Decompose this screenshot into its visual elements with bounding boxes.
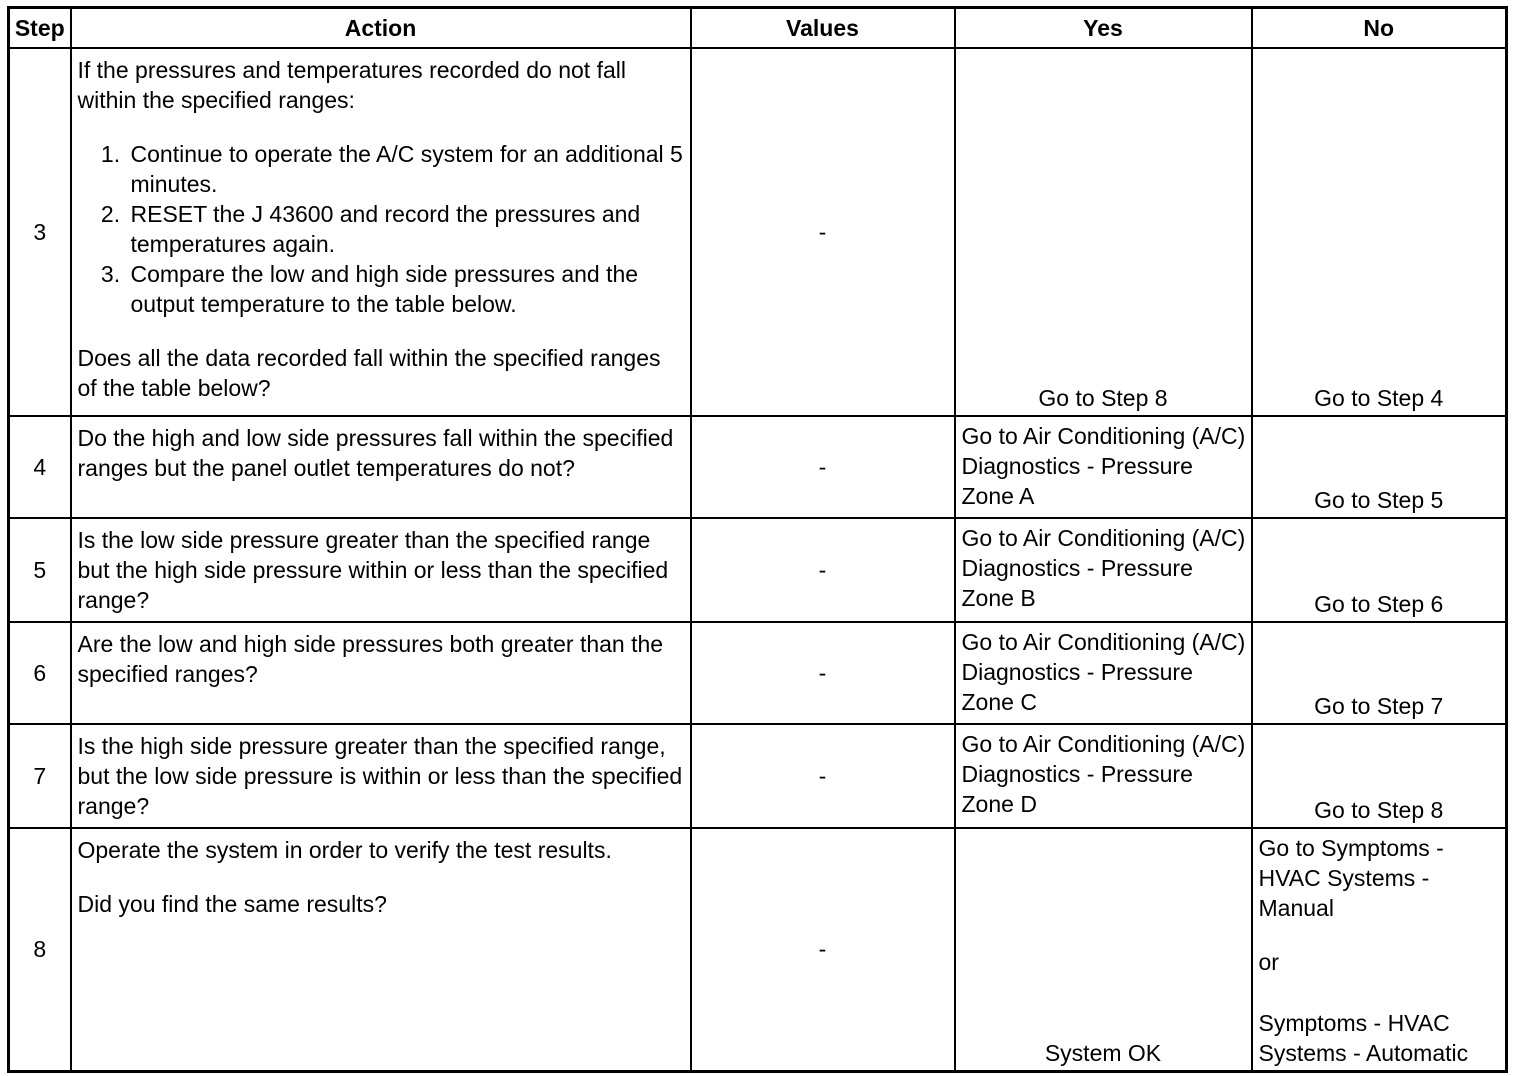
yes-link[interactable]: Go to Air Conditioning (A/C) Diagnostics - Pressure Zone B xyxy=(961,525,1246,611)
action-cell: Are the low and high side pressures both greater than the specified ranges? xyxy=(71,622,691,724)
no-link[interactable]: Go to Step 4 xyxy=(1314,385,1444,411)
yes-cell xyxy=(955,724,1252,828)
action-cell: Do the high and low side pressures fall within the specified ranges but the panel outlet temperatures do not? xyxy=(71,416,691,518)
action-question: Does all the data recorded fall within the specified ranges of the table below? xyxy=(77,345,661,401)
step-number: 8 xyxy=(9,828,71,1071)
yes-link[interactable]: Go to Air Conditioning (A/C) Diagnostics - Pressure Zone A xyxy=(961,423,1246,509)
table-row-step-3 xyxy=(9,48,1507,416)
header-row xyxy=(9,8,1507,49)
values-cell: - xyxy=(691,622,955,724)
no-link[interactable]: Go to Symptoms - HVAC Systems - Manual xyxy=(1258,835,1444,921)
action-cell xyxy=(71,828,691,1071)
yes-cell xyxy=(955,416,1252,518)
values-cell: - xyxy=(691,724,955,828)
yes-cell xyxy=(955,622,1252,724)
step-number: 5 xyxy=(9,518,71,622)
action-cell: Is the high side pressure greater than the specified range, but the low side pressure is within or less than the specified range? xyxy=(71,724,691,828)
no-cell xyxy=(1252,828,1507,1071)
header-step: Step xyxy=(9,8,71,49)
yes-link[interactable]: System OK xyxy=(1044,1039,1162,1066)
yes-link[interactable]: Go to Air Conditioning (A/C) Diagnostics - Pressure Zone C xyxy=(961,629,1246,715)
no-cell xyxy=(1252,724,1507,828)
yes-cell xyxy=(955,518,1252,622)
yes-cell xyxy=(955,48,1252,416)
table-row-step-4 xyxy=(9,416,1507,518)
action-intro: If the pressures and temperatures recorded do not fall within the specified ranges: xyxy=(77,57,626,113)
values-cell: - xyxy=(691,828,955,1071)
values-cell: - xyxy=(691,518,955,622)
action-cell xyxy=(71,48,691,416)
diagnostic-table xyxy=(7,6,1508,1073)
yes-cell xyxy=(955,828,1252,1071)
no-link[interactable]: Go to Step 5 xyxy=(1314,487,1444,513)
action-question: Did you find the same results? xyxy=(77,891,387,917)
header-yes: Yes xyxy=(955,8,1252,49)
table-row-step-6 xyxy=(9,622,1507,724)
yes-link[interactable]: Go to Step 8 xyxy=(1038,385,1168,411)
action-step-item: 3. Compare the low and high side pressures and the output temperature to the table below. xyxy=(127,259,686,319)
no-link-alt[interactable]: Symptoms - HVAC Systems - Automatic xyxy=(1258,1009,1469,1066)
step-number: 3 xyxy=(9,48,71,416)
values-cell: - xyxy=(691,48,955,416)
no-or-text: or xyxy=(1258,949,1279,975)
no-cell xyxy=(1252,48,1507,416)
action-cell: Is the low side pressure greater than the specified range but the high side pressure within or less than the specified range? xyxy=(71,518,691,622)
yes-link[interactable]: Go to Air Conditioning (A/C) Diagnostics - Pressure Zone D xyxy=(961,731,1246,817)
header-values: Values xyxy=(691,8,955,49)
header-action: Action xyxy=(71,8,691,49)
action-line: Operate the system in order to verify the test results. xyxy=(77,837,612,863)
step-number: 4 xyxy=(9,416,71,518)
step-number: 7 xyxy=(9,724,71,828)
no-link[interactable]: Go to Step 6 xyxy=(1314,591,1444,617)
step-number: 6 xyxy=(9,622,71,724)
table-row-step-8 xyxy=(9,828,1507,1071)
table-row-step-5 xyxy=(9,518,1507,622)
no-cell xyxy=(1252,416,1507,518)
values-cell: - xyxy=(691,416,955,518)
action-step-item: 1. Continue to operate the A/C system for an additional 5 minutes. xyxy=(127,139,686,199)
action-steps-list xyxy=(78,139,686,319)
table-row-step-7 xyxy=(9,724,1507,828)
action-step-item: 2. RESET the J 43600 and record the pressures and temperatures again. xyxy=(127,199,686,259)
no-link[interactable]: Go to Step 8 xyxy=(1314,797,1444,823)
header-no: No xyxy=(1252,8,1507,49)
no-cell xyxy=(1252,518,1507,622)
no-cell xyxy=(1252,622,1507,724)
no-link[interactable]: Go to Step 7 xyxy=(1314,693,1444,719)
